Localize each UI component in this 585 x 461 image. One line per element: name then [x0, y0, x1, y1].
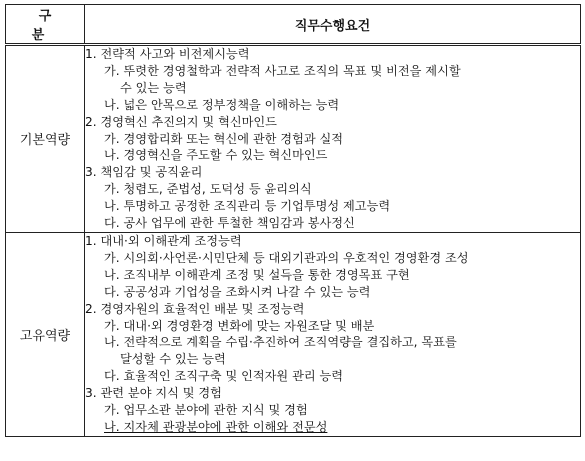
- requirement-item: 다. 공사 업무에 관한 투철한 책임감과 봉사정신: [104, 216, 355, 231]
- header-requirements: 직무수행요건: [85, 5, 581, 45]
- requirement-item: 가. 시의회·사언론·시민단체 등 대외기관과의 우호적인 경영환경 조성: [104, 250, 469, 265]
- requirement-heading: 3. 관련 분야 지식 및 경험: [85, 386, 222, 401]
- table-row: [6, 232, 581, 436]
- requirement-item: 가. 대내·외 경영환경 변화에 맞는 자원조달 및 배분: [104, 318, 375, 333]
- requirement-heading: 1. 대내·외 이해관계 조정능력: [85, 233, 242, 248]
- header-category: 구 분: [6, 5, 85, 45]
- requirement-item: 다. 공공성과 기업성을 조화시켜 나갈 수 있는 능력: [104, 284, 371, 299]
- requirement-item: 가. 업무소관 분야에 관한 지식 및 경험: [104, 403, 308, 418]
- requirement-item: 나. 경영혁신을 주도할 수 있는 혁신마인드: [104, 148, 328, 163]
- table-row: [6, 45, 581, 233]
- requirement-continuation: 수 있는 능력: [120, 80, 187, 95]
- requirement-item: 가. 뚜렷한 경영철학과 전략적 사고로 조직의 목표 및 비전을 제시할: [104, 63, 461, 78]
- requirements-table: [5, 4, 581, 437]
- requirements-cell: [85, 45, 581, 233]
- requirement-heading: 1. 전략적 사고와 비전제시능력: [85, 47, 250, 61]
- requirement-continuation: 달성할 수 있는 능력: [120, 352, 226, 367]
- requirement-item: 가. 경영합리화 또는 혁신에 관한 경험과 실적: [104, 131, 344, 146]
- requirement-heading: 3. 책임감 및 공직윤리: [85, 165, 203, 180]
- requirement-item: 나. 넓은 안목으로 정부정책을 이해하는 능력: [104, 97, 340, 112]
- requirement-heading: 2. 경영혁신 추진의지 및 혁신마인드: [85, 114, 277, 129]
- category-cell: 고유역량: [6, 232, 85, 436]
- requirement-item: 나. 전략적으로 계획을 수립·추진하여 조직역량을 결집하고, 목표를: [104, 335, 457, 350]
- table-header-row: [6, 5, 581, 45]
- category-cell: 기본역량: [6, 45, 85, 233]
- requirement-item: 나. 조직내부 이해관계 조정 및 설득을 통한 경영목표 구현: [104, 267, 410, 282]
- requirement-item: 나. 투명하고 공정한 조직관리 등 기업투명성 제고능력: [104, 199, 391, 214]
- requirement-item: 나. 지자체 관광분야에 관한 이해와 전문성: [104, 419, 328, 434]
- requirements-cell: [85, 232, 581, 436]
- requirement-heading: 2. 경영자원의 효율적인 배분 및 조정능력: [85, 301, 305, 316]
- requirement-item: 다. 효율적인 조직구축 및 인적자원 관리 능력: [104, 369, 344, 384]
- requirement-item: 가. 청렴도, 준법성, 도덕성 등 윤리의식: [104, 182, 312, 197]
